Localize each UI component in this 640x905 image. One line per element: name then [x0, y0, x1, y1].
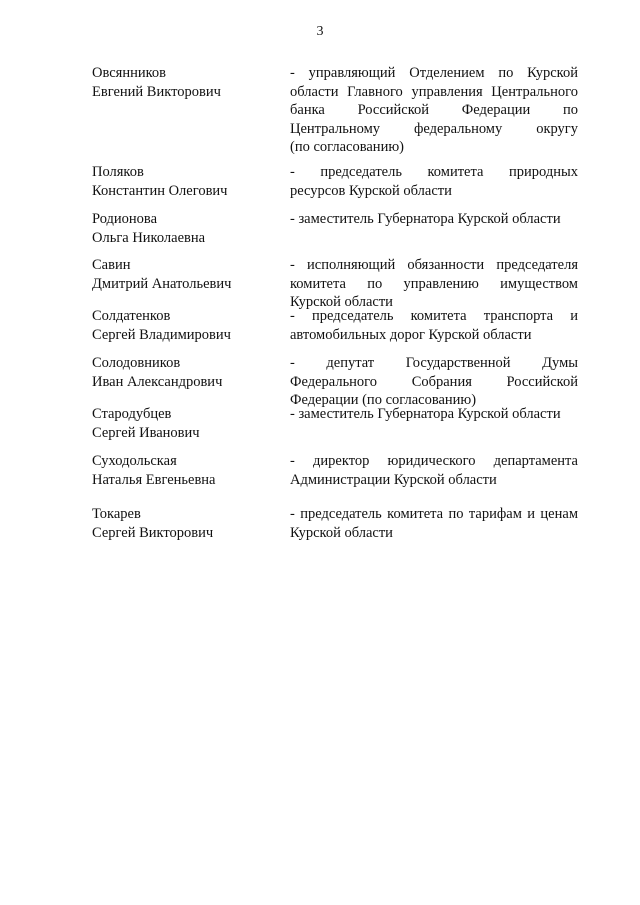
role-line: - председатель комитета по тарифам и ценам	[290, 506, 578, 522]
member-role	[290, 163, 578, 200]
role-line: области Главного управления Центрального	[290, 83, 578, 100]
member-given-names: Сергей Викторович	[92, 524, 214, 541]
role-line: - управляющий Отделением по Курской	[290, 65, 578, 81]
role-line: Администрации Курской области	[290, 471, 497, 488]
member-given-names: Сергей Владимирович	[92, 326, 231, 343]
member-given-names: Сергей Иванович	[92, 424, 200, 441]
member-role	[290, 405, 578, 424]
member-name	[92, 163, 282, 200]
member-name	[92, 354, 282, 391]
role-line: Федерального Собрания Российской	[290, 373, 578, 390]
member-surname: Поляков	[92, 164, 144, 180]
member-role	[290, 210, 578, 229]
role-line: Федерации (по согласованию)	[290, 392, 477, 408]
role-line: автомобильных дорог Курской области	[290, 326, 532, 343]
role-line: Курской области	[290, 524, 393, 541]
member-name	[92, 210, 282, 247]
member-role	[290, 64, 578, 157]
member-given-names: Евгений Викторович	[92, 83, 221, 100]
role-line: ресурсов Курской области	[290, 182, 452, 199]
member-surname: Овсянников	[92, 65, 167, 81]
member-name	[92, 256, 282, 293]
role-line: комитета по управлению имуществом	[290, 275, 578, 292]
member-surname: Солодовников	[92, 355, 181, 371]
role-line: - исполняющий обязанности председателя	[290, 257, 578, 273]
member-surname: Токарев	[92, 506, 141, 522]
member-name	[92, 307, 282, 344]
member-name	[92, 452, 282, 489]
page-number: 3	[316, 24, 324, 39]
member-role	[290, 505, 578, 542]
member-given-names: Ольга Николаевна	[92, 229, 206, 246]
member-given-names: Наталья Евгеньевна	[92, 471, 216, 488]
role-line: - заместитель Губернатора Курской области	[290, 406, 561, 422]
member-name	[92, 405, 282, 442]
role-line: - заместитель Губернатора Курской области	[290, 211, 561, 227]
member-name	[92, 505, 282, 542]
member-role	[290, 452, 578, 489]
role-line: - председатель комитета природных	[290, 164, 578, 180]
member-surname: Суходольская	[92, 453, 177, 469]
member-role	[290, 256, 578, 312]
member-surname: Родионова	[92, 211, 158, 227]
member-given-names: Дмитрий Анатольевич	[92, 275, 232, 292]
member-role	[290, 354, 578, 410]
role-line: - директор юридического департамента	[290, 453, 578, 469]
role-line: (по согласованию)	[290, 139, 404, 155]
role-line: - председатель комитета транспорта и	[290, 308, 578, 324]
member-surname: Савин	[92, 257, 131, 273]
role-line: банка Российской Федерации по	[290, 102, 578, 118]
member-surname: Солдатенков	[92, 308, 171, 324]
member-given-names: Иван Александрович	[92, 373, 223, 390]
member-surname: Стародубцев	[92, 406, 172, 422]
member-name	[92, 64, 282, 101]
member-given-names: Константин Олегович	[92, 182, 228, 199]
role-line: - депутат Государственной Думы	[290, 355, 578, 371]
role-line: Курской области	[290, 294, 393, 310]
member-role	[290, 307, 578, 344]
role-line: Центральному федеральному округу	[290, 120, 578, 137]
